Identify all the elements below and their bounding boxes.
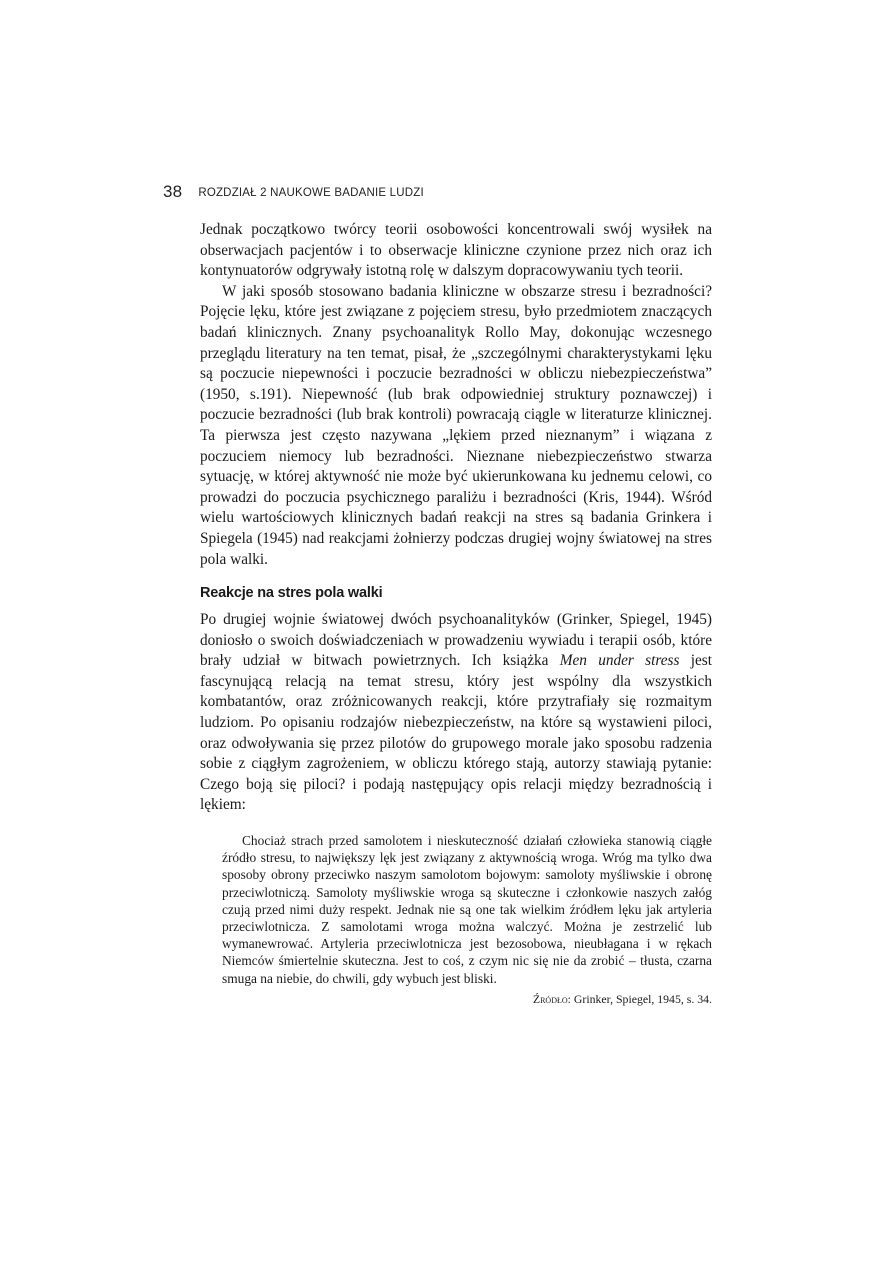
paragraph-2: W jaki sposób stosowano badania kliniczne w obszarze stresu i bezradności? Pojęcie lęku, które jest związane z pojęciem stresu, było przedmiotem znaczących badań klinicznych. Znany psychoanalityk Rollo May, dokonując wczesnego przeglądu literatury na ten temat, pisał, że „szczególnymi charakterystykami lęku są poczucie niepewności i poczucie bezradności w obliczu niebezpieczeństwa” (1950, s.191). Niepewność (lub brak odpowiedniej struktury poznawczej) i poczucie bezradności (lub brak kontroli) powracają ciągle w literaturze klinicznej. Ta pierwsza jest często nazywana „lękiem przed nieznanym” i wiązana z poczuciem niemocy lub bezradności. Nieznane niebezpieczeństwo stwarza sytuację, w której aktywność nie może być ukierunkowana ku jednemu celowi, co prowadzi do poczucia psychicznego paraliżu i bezradności (Kris, 1944). Wśród wielu wartościowych klinicznych badań reakcji na stres są badania Grinkera i Spiegela (1945) nad reakcjami żołnierzy podczas drugiej wojny światowej na stres pola walki. [200, 282, 712, 568]
chapter-title: ROZDZIAŁ 2 NAUKOWE BADANIE LUDZI [198, 187, 424, 199]
page-number: 38 [163, 182, 183, 201]
source-label: Źródło [532, 991, 568, 1006]
block-quote [222, 832, 712, 1007]
text-column [200, 220, 712, 1007]
paragraph-1: Jednak początkowo twórcy teorii osobowości koncentrowali swój wysiłek na obserwacjach pacjentów i to obserwacje kliniczne czynione przez nich oraz ich kontynuatorów odgrywały istotną rolę w dalszym dopracowywaniu tych teorii. [200, 221, 712, 280]
quote-text: Chociaż strach przed samolotem i nieskuteczność działań człowieka stanowią ciągłe źródło stresu, to największy lęk jest związany z aktywnością wroga. Wróg ma tylko dwa sposoby obrony przeciwko naszym samolotom bojowym: samoloty myśliwskie i obronę przeciwlotniczą. Samoloty myśliwskie wroga są skuteczne i członkowie naszych załóg czują przed nimi duży respekt. Jednak nie są one tak wielkim źródłem lęku jak artyleria przeciwlotnicza. Z samolotami wroga można walczyć. Można je zestrzelić lub wymanewrować. Artyleria przeciwlotnicza jest bezosobowa, nieubłagana i w rękach Niemców śmiertelnie skuteczna. Jest to coś, z czym nic się nie da zrobić – tłusta, czarna smuga na niebie, do chwili, gdy wybuch jest bliski. [222, 833, 712, 986]
source-citation: : Grinker, Spiegel, 1945, s. 34. [567, 991, 712, 1006]
book-title: Men under stress [559, 652, 680, 670]
running-head [163, 182, 723, 202]
paragraph-3-part-2: jest fascynującą relacją na temat stresu, który jest wspólny dla wszystkich kombatantów, oraz zróżnicowanych reakcji, które przytrafiały się rozmaitym ludziom. Po opisaniu rodzajów niebezpieczeństw, na które są wystawieni piloci, oraz odwoływania się przez pilotów do grupowego morale jako sposobu radzenia sobie z ciągłym zagrożeniem, w obliczu którego stają, autorzy stawiają pytanie: Czego boją się piloci? i podają następujący opis relacji między bezradnością i lękiem: [200, 652, 712, 814]
quote-source [222, 991, 712, 1007]
section-heading: Reakcje na stres pola walki [200, 585, 383, 602]
paragraph-3-part-1: Po drugiej wojnie światowej dwóch psychoanalityków (Grinker, Spiegel, 1945) doniosło o swoich doświadczeniach w prowadzeniu wywiadu i terapii osób, które brały udział w bitwach powietrznych. Ich książka [200, 611, 712, 670]
paragraph-3 [200, 610, 712, 816]
